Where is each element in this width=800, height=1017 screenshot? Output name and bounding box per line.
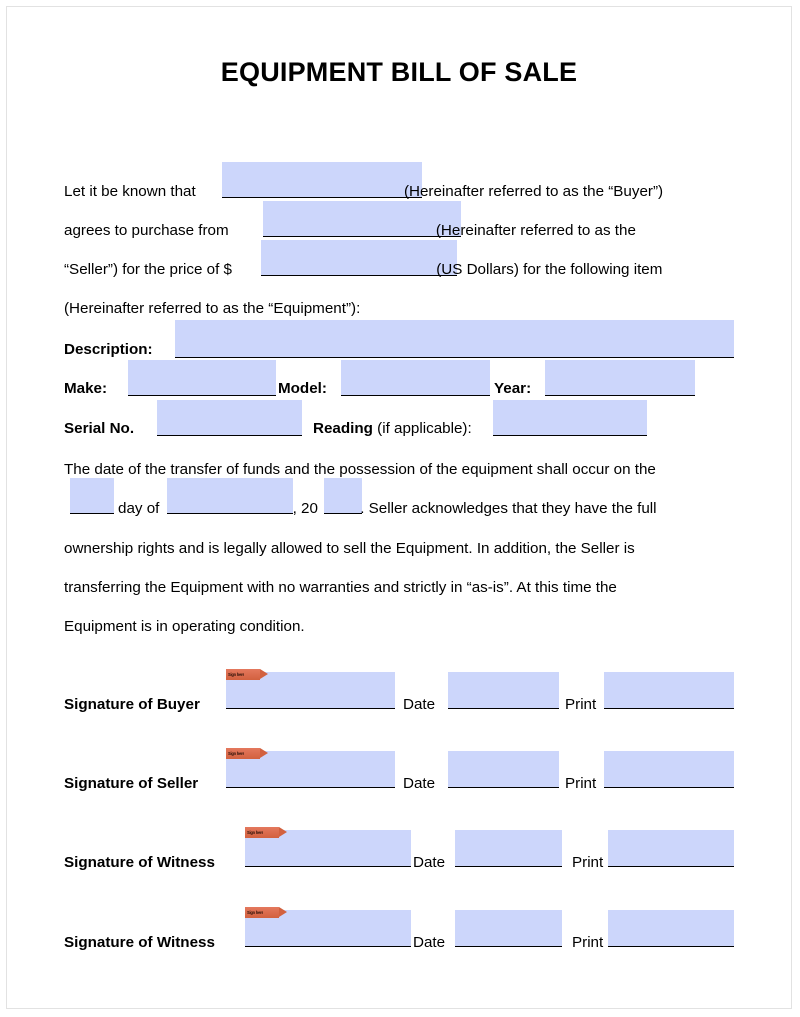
sign-here-tag-label: Sign here (247, 829, 264, 836)
make-field[interactable] (128, 360, 276, 396)
sign-here-tag-label: Sign here (228, 750, 245, 757)
after-year-text: . Seller acknowledges that they have the full (360, 500, 657, 517)
signature-label-buyer: Signature of Buyer (64, 696, 200, 713)
reading-label (313, 421, 472, 436)
intro-line-2 (64, 223, 636, 238)
intro-line-2-pre: agrees to purchase from (64, 222, 229, 239)
buyer-date-label: Date (403, 696, 436, 713)
tag-arrow-icon (260, 669, 268, 679)
witness-1-print-field[interactable] (608, 830, 734, 867)
transfer-line-2 (118, 501, 657, 516)
description-label: Description: (64, 341, 153, 358)
seller-print-field[interactable] (604, 751, 734, 788)
tag-arrow-icon (260, 748, 268, 758)
tag-arrow-icon (279, 827, 287, 837)
buyer-print-label: Print (565, 696, 597, 713)
reading-field[interactable] (493, 400, 647, 436)
comma-twenty-label: , 20 (292, 500, 318, 517)
serial-number-label: Serial No. (64, 420, 135, 437)
intro-line-2-post: (Hereinafter referred to as the (435, 222, 636, 239)
year-field[interactable] (545, 360, 695, 396)
intro-line-1-post: (Hereinafter referred to as the “Buyer”) (403, 183, 664, 200)
sign-here-tag-label: Sign here (247, 909, 264, 916)
seller-print-label: Print (565, 775, 597, 792)
intro-line-1-pre: Let it be known that (64, 183, 196, 200)
transfer-line-4: transferring the Equipment with no warranties and strictly in “as-is”. At this time the (64, 579, 617, 596)
tag-arrow-icon (279, 907, 287, 917)
signature-label-witness-2: Signature of Witness (64, 934, 215, 951)
signature-label-witness-1: Signature of Witness (64, 854, 215, 871)
intro-line-3-post: (US Dollars) for the following item (436, 261, 663, 278)
serial-number-field[interactable] (157, 400, 302, 436)
model-field[interactable] (341, 360, 490, 396)
document-page (6, 6, 792, 1009)
transfer-line-1: The date of the transfer of funds and the possession of the equipment shall occur on the (64, 461, 656, 478)
page-title: EQUIPMENT BILL OF SALE (220, 57, 578, 87)
witness-2-print-label: Print (572, 934, 604, 951)
witness-2-date-field[interactable] (455, 910, 562, 947)
description-field[interactable] (175, 320, 734, 358)
sign-here-tag-witness-1[interactable] (245, 827, 279, 838)
witness-1-date-field[interactable] (455, 830, 562, 867)
model-label: Model: (278, 380, 327, 397)
intro-line-3 (64, 262, 662, 277)
reading-label-rest: (if applicable): (377, 420, 472, 437)
year-label: Year: (494, 380, 532, 397)
intro-line-4: (Hereinafter referred to as the “Equipment”): (64, 300, 361, 317)
witness-2-date-label: Date (413, 934, 446, 951)
reading-label-bold: Reading (313, 420, 373, 437)
sign-here-tag-label: Sign here (228, 671, 245, 678)
day-of-label: day of (118, 500, 160, 517)
signature-label-seller: Signature of Seller (64, 775, 199, 792)
transfer-line-3: ownership rights and is legally allowed to sell the Equipment. In addition, the Seller is (64, 540, 635, 557)
witness-2-print-field[interactable] (608, 910, 734, 947)
intro-line-1 (64, 184, 663, 199)
sign-here-tag-witness-2[interactable] (245, 907, 279, 918)
intro-line-3-pre: “Seller”) for the price of $ (64, 261, 232, 278)
buyer-date-field[interactable] (448, 672, 559, 709)
witness-1-date-label: Date (413, 854, 446, 871)
sign-here-tag-buyer[interactable] (226, 669, 260, 680)
seller-date-label: Date (403, 775, 436, 792)
transfer-line-5: Equipment is in operating condition. (64, 618, 305, 635)
buyer-print-field[interactable] (604, 672, 734, 709)
seller-date-field[interactable] (448, 751, 559, 788)
witness-1-print-label: Print (572, 854, 604, 871)
sign-here-tag-seller[interactable] (226, 748, 260, 759)
make-label: Make: (64, 380, 108, 397)
day-field[interactable] (70, 478, 114, 514)
